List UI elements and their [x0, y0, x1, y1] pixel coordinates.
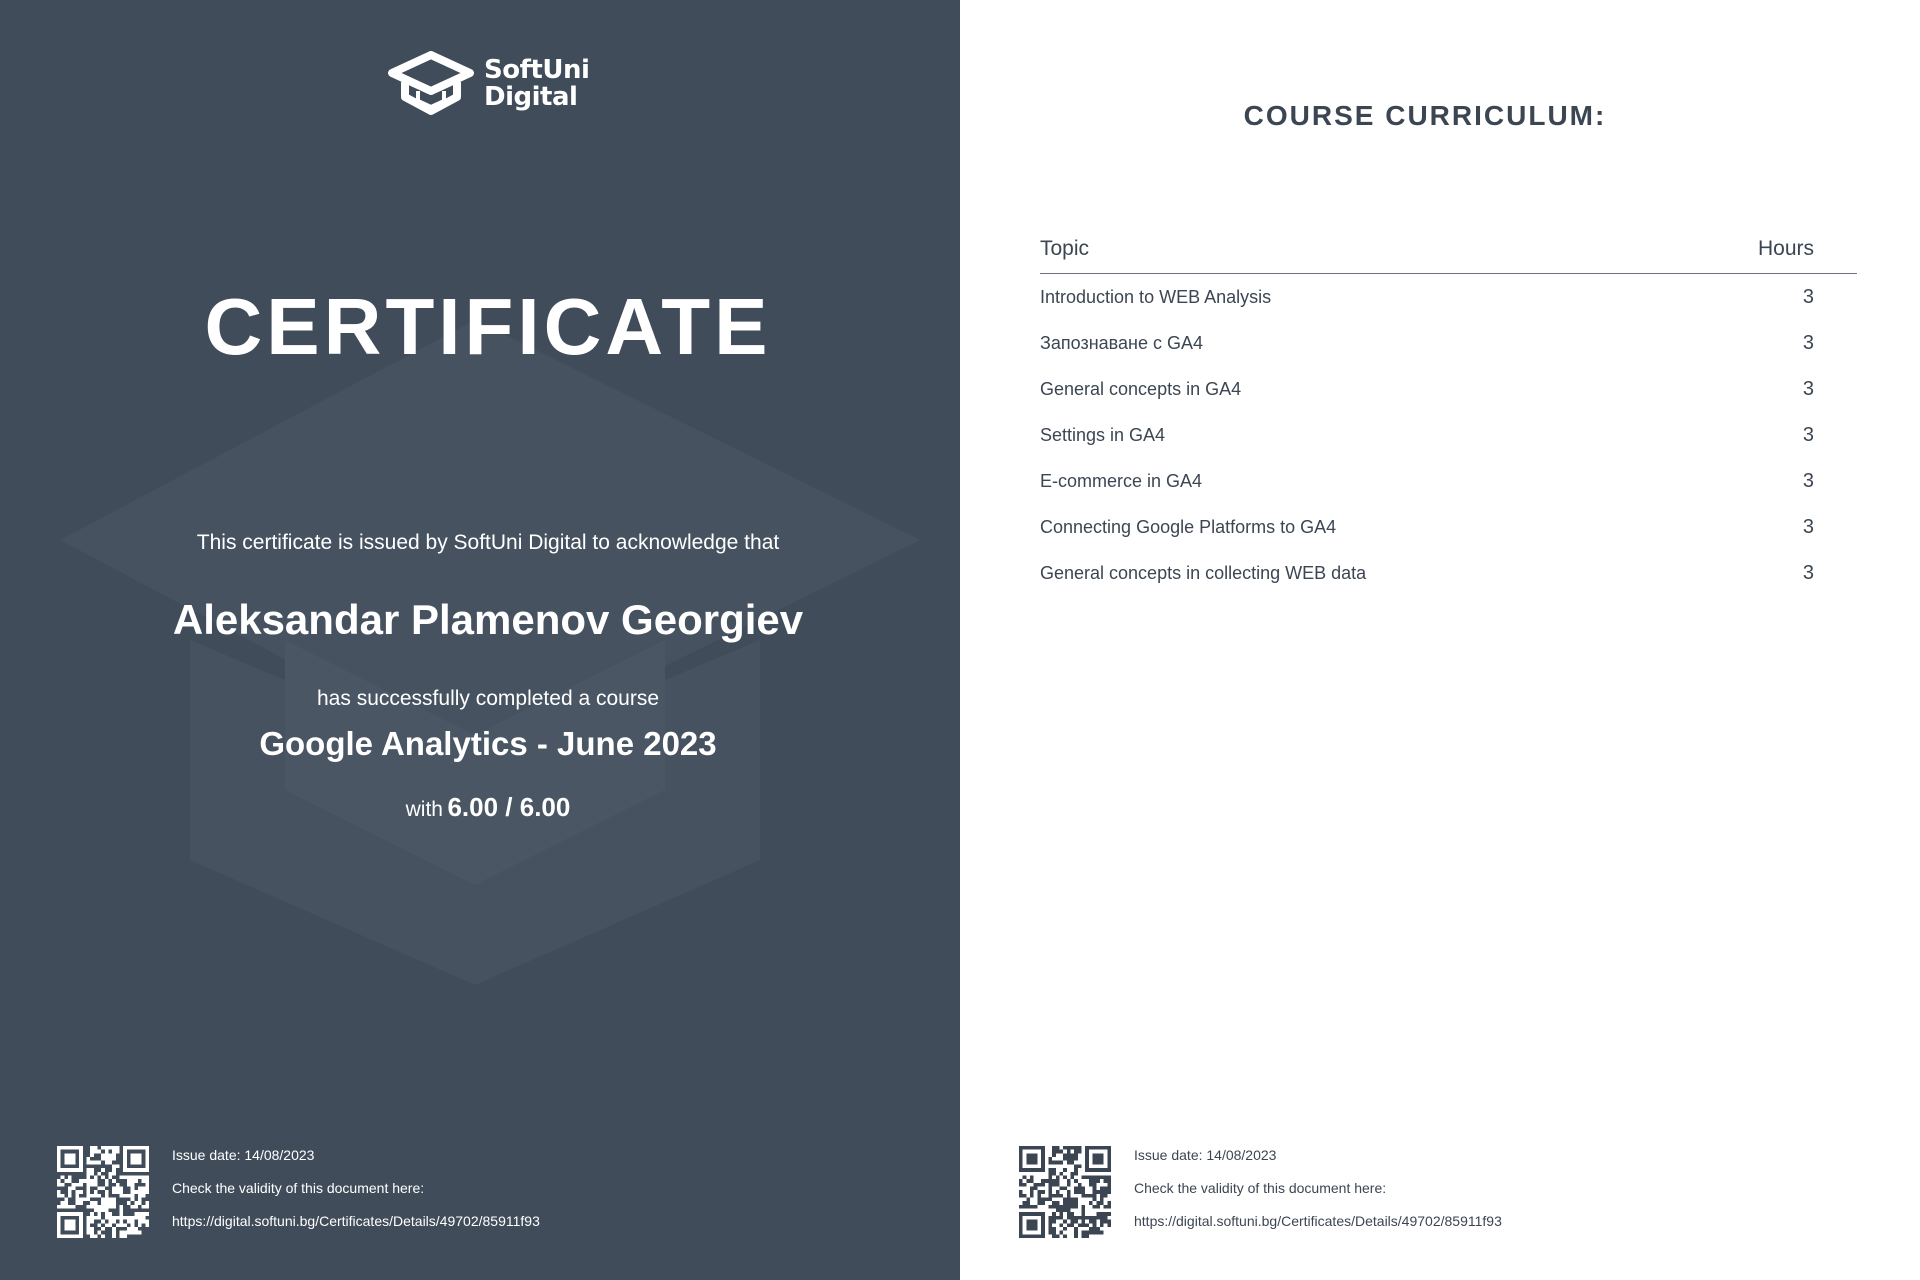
qr-code-icon[interactable] — [55, 1146, 151, 1238]
logo-line-1: SoftUni — [484, 55, 590, 85]
hours-cell: 3 — [1802, 331, 1814, 354]
table-row — [1040, 412, 1857, 458]
grade-line — [0, 790, 960, 829]
table-row — [1040, 320, 1857, 366]
topic-cell: Settings in GA4 — [1040, 424, 1166, 445]
recipient-name: Aleksandar Plamenov Georgiev — [172, 596, 804, 643]
topic-cell: General concepts in collecting WEB data — [1040, 562, 1367, 583]
topic-cell: Introduction to WEB Analysis — [1040, 286, 1272, 307]
softuni-digital-logo — [388, 50, 589, 118]
certificate-title: CERTIFICATE — [204, 282, 772, 371]
curriculum-title: COURSE CURRICULUM: — [1243, 100, 1607, 131]
topic-cell: E-commerce in GA4 — [1040, 470, 1203, 491]
table-row — [1040, 458, 1857, 504]
validity-text: Check the validity of this document here: — [1134, 1180, 1387, 1196]
course-name: Google Analytics - June 2023 — [259, 725, 717, 762]
table-header — [1040, 237, 1857, 274]
footer-text — [172, 1146, 540, 1245]
hours-cell: 3 — [1802, 469, 1814, 492]
validation-link[interactable]: https://digital.softuni.bg/Certificates/Details/49702/85911f93 — [172, 1213, 540, 1229]
column-hours: Hours — [1757, 237, 1814, 260]
curriculum-table — [1040, 237, 1857, 596]
completion-statement: has successfully completed a course — [317, 687, 659, 710]
column-topic: Topic — [1040, 237, 1090, 260]
with-label: with — [405, 798, 443, 821]
issue-date: Issue date: 14/08/2023 — [172, 1147, 315, 1163]
table-row — [1040, 274, 1857, 320]
hours-cell: 3 — [1802, 285, 1814, 308]
qr-code-icon[interactable] — [1017, 1146, 1113, 1238]
validation-link[interactable]: https://digital.softuni.bg/Certificates/Details/49702/85911f93 — [1134, 1213, 1502, 1229]
hours-cell: 3 — [1802, 561, 1814, 584]
table-row — [1040, 550, 1857, 596]
hours-cell: 3 — [1802, 423, 1814, 446]
graduation-cap-icon — [388, 51, 474, 117]
logo-line-2: Digital — [484, 82, 578, 112]
table-row — [1040, 504, 1857, 550]
validity-text: Check the validity of this document here: — [172, 1180, 425, 1196]
issue-date: Issue date: 14/08/2023 — [1134, 1147, 1277, 1163]
hours-cell: 3 — [1802, 515, 1814, 538]
logo-wordmark — [484, 57, 589, 111]
topic-cell: Connecting Google Platforms to GA4 — [1040, 516, 1337, 537]
issued-statement: This certificate is issued by SoftUni Digital to acknowledge that — [196, 531, 780, 554]
topic-cell: General concepts in GA4 — [1040, 378, 1242, 399]
footer-text — [1134, 1146, 1502, 1245]
curriculum-panel — [960, 0, 1920, 1280]
topic-cell: Запознаване с GA4 — [1040, 332, 1203, 353]
grade-value: 6.00 / 6.00 — [447, 792, 571, 822]
hours-cell: 3 — [1802, 377, 1814, 400]
table-row — [1040, 366, 1857, 412]
